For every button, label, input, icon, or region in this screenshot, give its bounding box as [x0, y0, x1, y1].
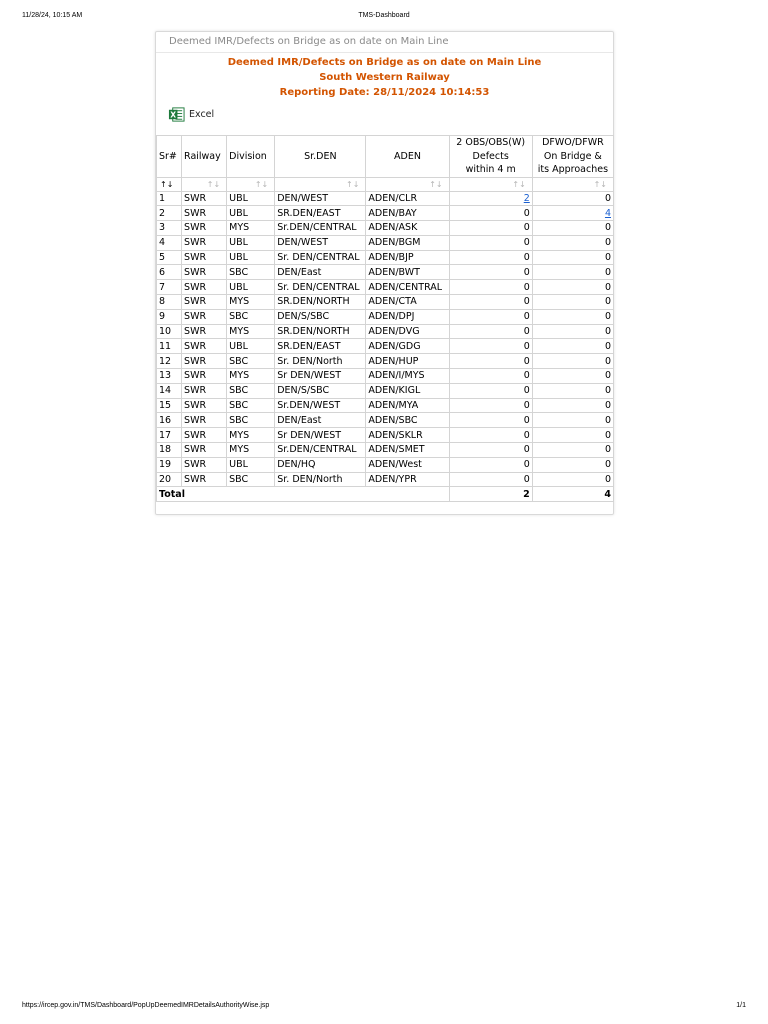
cell-dfwo-dfwr: 0	[532, 191, 613, 206]
cell-aden: ADEN/BAY	[366, 206, 449, 221]
cell-division: SBC	[227, 265, 275, 280]
header-sr[interactable]: Sr#	[157, 136, 182, 178]
cell-sr-den: Sr.DEN/WEST	[275, 398, 366, 413]
cell-division: MYS	[227, 443, 275, 458]
cell-dfwo-dfwr: 0	[532, 235, 613, 250]
cell-sr-den: DEN/East	[275, 265, 366, 280]
cell-obs-defects: 0	[449, 324, 532, 339]
sort-icon-aden[interactable]: ↑↓	[366, 177, 449, 191]
cell-sr-den: DEN/S/SBC	[275, 383, 366, 398]
cell-division: UBL	[227, 235, 275, 250]
cell-railway: SWR	[182, 206, 227, 221]
header-dfwo-line2: On Bridge &	[543, 150, 602, 162]
cell-railway: SWR	[182, 428, 227, 443]
sort-icon-obs[interactable]: ↑↓	[449, 177, 532, 191]
sort-icon-railway[interactable]: ↑↓	[182, 177, 227, 191]
cell-dfwo-dfwr: 0	[532, 369, 613, 384]
cell-sr: 17	[157, 428, 182, 443]
cell-sr-den: DEN/WEST	[275, 235, 366, 250]
print-datetime: 11/28/24, 10:15 AM	[22, 12, 83, 19]
cell-aden: ADEN/MYA	[366, 398, 449, 413]
table-row	[157, 250, 614, 265]
cell-sr: 1	[157, 191, 182, 206]
table-row	[157, 280, 614, 295]
excel-label: Excel	[189, 108, 215, 120]
table-row	[157, 413, 614, 428]
cell-sr: 19	[157, 457, 182, 472]
header-dfwo-line1: DFWO/DFWR	[542, 137, 604, 148]
table-row	[157, 206, 614, 221]
cell-division: UBL	[227, 339, 275, 354]
header-obs-defects[interactable]	[449, 136, 532, 178]
cell-obs-defects: 0	[449, 206, 532, 221]
cell-obs-defects: 0	[449, 339, 532, 354]
cell-railway: SWR	[182, 295, 227, 310]
cell-sr: 13	[157, 369, 182, 384]
cell-division: UBL	[227, 191, 275, 206]
cell-aden: ADEN/SMET	[366, 443, 449, 458]
cell-sr-den: DEN/HQ	[275, 457, 366, 472]
excel-icon	[168, 106, 185, 123]
sort-row	[157, 177, 614, 191]
cell-obs-defects: 0	[449, 295, 532, 310]
cell-sr-den: DEN/S/SBC	[275, 309, 366, 324]
cell-dfwo-dfwr: 0	[532, 265, 613, 280]
cell-sr-den: SR.DEN/NORTH	[275, 324, 366, 339]
cell-obs-defects: 0	[449, 457, 532, 472]
report-panel	[155, 31, 614, 515]
table-row	[157, 472, 614, 487]
cell-sr: 14	[157, 383, 182, 398]
cell-dfwo-dfwr: 0	[532, 383, 613, 398]
cell-dfwo-dfwr	[532, 206, 613, 221]
cell-railway: SWR	[182, 235, 227, 250]
total-dfwo: 4	[532, 487, 613, 502]
cell-aden: ADEN/SKLR	[366, 428, 449, 443]
cell-division: SBC	[227, 309, 275, 324]
cell-railway: SWR	[182, 354, 227, 369]
cell-dfwo-dfwr: 0	[532, 324, 613, 339]
cell-obs-defects: 0	[449, 413, 532, 428]
cell-aden: ADEN/BWT	[366, 265, 449, 280]
print-page-number: 1/1	[736, 1002, 746, 1009]
cell-aden: ADEN/SBC	[366, 413, 449, 428]
cell-obs-defects: 0	[449, 443, 532, 458]
sort-icon-dfwo[interactable]: ↑↓	[532, 177, 613, 191]
cell-sr: 7	[157, 280, 182, 295]
cell-aden: ADEN/CTA	[366, 295, 449, 310]
print-page-title: TMS-Dashboard	[358, 12, 410, 19]
cell-sr: 20	[157, 472, 182, 487]
table-row	[157, 428, 614, 443]
table-row	[157, 443, 614, 458]
cell-division: MYS	[227, 324, 275, 339]
cell-aden: ADEN/West	[366, 457, 449, 472]
count-link[interactable]: 2	[523, 192, 530, 204]
cell-obs-defects: 0	[449, 221, 532, 236]
cell-dfwo-dfwr: 0	[532, 472, 613, 487]
cell-aden: ADEN/HUP	[366, 354, 449, 369]
cell-division: UBL	[227, 206, 275, 221]
cell-dfwo-dfwr: 0	[532, 413, 613, 428]
cell-division: UBL	[227, 457, 275, 472]
cell-division: SBC	[227, 413, 275, 428]
header-obs-line2: Defects	[472, 150, 509, 162]
cell-obs-defects: 0	[449, 354, 532, 369]
table-row	[157, 235, 614, 250]
cell-sr: 18	[157, 443, 182, 458]
cell-sr: 8	[157, 295, 182, 310]
cell-railway: SWR	[182, 221, 227, 236]
cell-obs-defects: 0	[449, 265, 532, 280]
table-row	[157, 295, 614, 310]
header-division[interactable]: Division	[227, 136, 275, 178]
table-row	[157, 221, 614, 236]
cell-sr: 10	[157, 324, 182, 339]
cell-obs-defects: 0	[449, 383, 532, 398]
cell-railway: SWR	[182, 413, 227, 428]
cell-obs-defects: 0	[449, 235, 532, 250]
cell-railway: SWR	[182, 383, 227, 398]
cell-dfwo-dfwr: 0	[532, 354, 613, 369]
cell-aden: ADEN/I/MYS	[366, 369, 449, 384]
total-row	[157, 487, 614, 502]
cell-sr: 16	[157, 413, 182, 428]
table-row	[157, 339, 614, 354]
header-dfwo-dfwr[interactable]	[532, 136, 613, 178]
table-row	[157, 398, 614, 413]
cell-sr: 9	[157, 309, 182, 324]
cell-sr-den: Sr. DEN/North	[275, 472, 366, 487]
cell-division: SBC	[227, 354, 275, 369]
cell-sr-den: Sr.DEN/CENTRAL	[275, 221, 366, 236]
cell-aden: ADEN/GDG	[366, 339, 449, 354]
report-heading	[156, 55, 613, 100]
cell-division: UBL	[227, 250, 275, 265]
total-label: Total	[157, 487, 450, 502]
table-body	[157, 191, 614, 487]
report-title: Deemed IMR/Defects on Bridge as on date on Main Line	[227, 57, 542, 68]
header-obs-line1: 2 OBS/OBS(W)	[456, 137, 526, 148]
cell-sr-den: DEN/East	[275, 413, 366, 428]
table-row	[157, 324, 614, 339]
header-sr-den[interactable]: Sr.DEN	[275, 136, 366, 178]
cell-railway: SWR	[182, 443, 227, 458]
cell-dfwo-dfwr: 0	[532, 221, 613, 236]
cell-division: MYS	[227, 369, 275, 384]
cell-sr-den: DEN/WEST	[275, 191, 366, 206]
cell-dfwo-dfwr: 0	[532, 309, 613, 324]
cell-sr: 2	[157, 206, 182, 221]
cell-sr: 11	[157, 339, 182, 354]
count-link[interactable]: 4	[604, 207, 611, 219]
cell-aden: ADEN/ASK	[366, 221, 449, 236]
cell-dfwo-dfwr: 0	[532, 457, 613, 472]
cell-railway: SWR	[182, 309, 227, 324]
cell-sr: 4	[157, 235, 182, 250]
cell-sr: 5	[157, 250, 182, 265]
cell-sr-den: Sr. DEN/CENTRAL	[275, 250, 366, 265]
table-row	[157, 309, 614, 324]
cell-sr-den: Sr. DEN/CENTRAL	[275, 280, 366, 295]
cell-obs-defects: 0	[449, 369, 532, 384]
report-table	[156, 135, 614, 502]
cell-dfwo-dfwr: 0	[532, 250, 613, 265]
cell-dfwo-dfwr: 0	[532, 428, 613, 443]
table-row	[157, 354, 614, 369]
cell-division: UBL	[227, 280, 275, 295]
cell-obs-defects	[449, 191, 532, 206]
cell-sr-den: SR.DEN/EAST	[275, 206, 366, 221]
cell-division: SBC	[227, 383, 275, 398]
cell-sr: 15	[157, 398, 182, 413]
cell-obs-defects: 0	[449, 280, 532, 295]
cell-railway: SWR	[182, 324, 227, 339]
table-row	[157, 457, 614, 472]
cell-aden: ADEN/KIGL	[366, 383, 449, 398]
cell-aden: ADEN/BJP	[366, 250, 449, 265]
cell-dfwo-dfwr: 0	[532, 339, 613, 354]
excel-export-button[interactable]	[168, 104, 214, 124]
cell-sr: 3	[157, 221, 182, 236]
cell-railway: SWR	[182, 398, 227, 413]
cell-railway: SWR	[182, 339, 227, 354]
cell-railway: SWR	[182, 250, 227, 265]
cell-obs-defects: 0	[449, 250, 532, 265]
header-railway[interactable]: Railway	[182, 136, 227, 178]
cell-dfwo-dfwr: 0	[532, 295, 613, 310]
cell-railway: SWR	[182, 265, 227, 280]
cell-obs-defects: 0	[449, 309, 532, 324]
cell-aden: ADEN/BGM	[366, 235, 449, 250]
cell-sr-den: Sr. DEN/North	[275, 354, 366, 369]
header-dfwo-line3: its Approaches	[537, 164, 609, 175]
cell-railway: SWR	[182, 472, 227, 487]
table-row	[157, 369, 614, 384]
cell-railway: SWR	[182, 457, 227, 472]
sort-icon-division[interactable]: ↑↓	[227, 177, 275, 191]
total-obs: 2	[449, 487, 532, 502]
cell-division: SBC	[227, 398, 275, 413]
cell-division: MYS	[227, 221, 275, 236]
cell-obs-defects: 0	[449, 398, 532, 413]
sort-icon-sr[interactable]: ↑↓	[157, 177, 182, 191]
cell-sr-den: Sr DEN/WEST	[275, 369, 366, 384]
cell-obs-defects: 0	[449, 472, 532, 487]
cell-sr-den: Sr DEN/WEST	[275, 428, 366, 443]
cell-sr-den: Sr.DEN/CENTRAL	[275, 443, 366, 458]
cell-division: MYS	[227, 428, 275, 443]
cell-division: SBC	[227, 472, 275, 487]
cell-railway: SWR	[182, 369, 227, 384]
cell-aden: ADEN/DVG	[366, 324, 449, 339]
cell-railway: SWR	[182, 191, 227, 206]
cell-sr-den: SR.DEN/NORTH	[275, 295, 366, 310]
cell-dfwo-dfwr: 0	[532, 443, 613, 458]
cell-obs-defects: 0	[449, 428, 532, 443]
reporting-date: Reporting Date: 28/11/2024 10:14:53	[279, 87, 490, 98]
table-row	[157, 383, 614, 398]
cell-dfwo-dfwr: 0	[532, 280, 613, 295]
cell-dfwo-dfwr: 0	[532, 398, 613, 413]
cell-railway: SWR	[182, 280, 227, 295]
cell-sr-den: SR.DEN/EAST	[275, 339, 366, 354]
cell-sr: 12	[157, 354, 182, 369]
svg-text:X: X	[170, 109, 177, 119]
table-row	[157, 191, 614, 206]
cell-division: MYS	[227, 295, 275, 310]
cell-aden: ADEN/DPJ	[366, 309, 449, 324]
header-obs-line3: within 4 m	[465, 164, 516, 175]
cell-aden: ADEN/CENTRAL	[366, 280, 449, 295]
cell-aden: ADEN/YPR	[366, 472, 449, 487]
print-url: https://ircep.gov.in/TMS/Dashboard/PopUpDeemedIMRDetailsAuthorityWise.jsp	[22, 1002, 270, 1009]
panel-title: Deemed IMR/Defects on Bridge as on date on Main Line	[156, 32, 613, 53]
cell-aden: ADEN/CLR	[366, 191, 449, 206]
header-aden[interactable]: ADEN	[366, 136, 449, 178]
cell-sr: 6	[157, 265, 182, 280]
sort-icon-sr-den[interactable]: ↑↓	[275, 177, 366, 191]
railway-name: South Western Railway	[319, 72, 450, 83]
table-row	[157, 265, 614, 280]
